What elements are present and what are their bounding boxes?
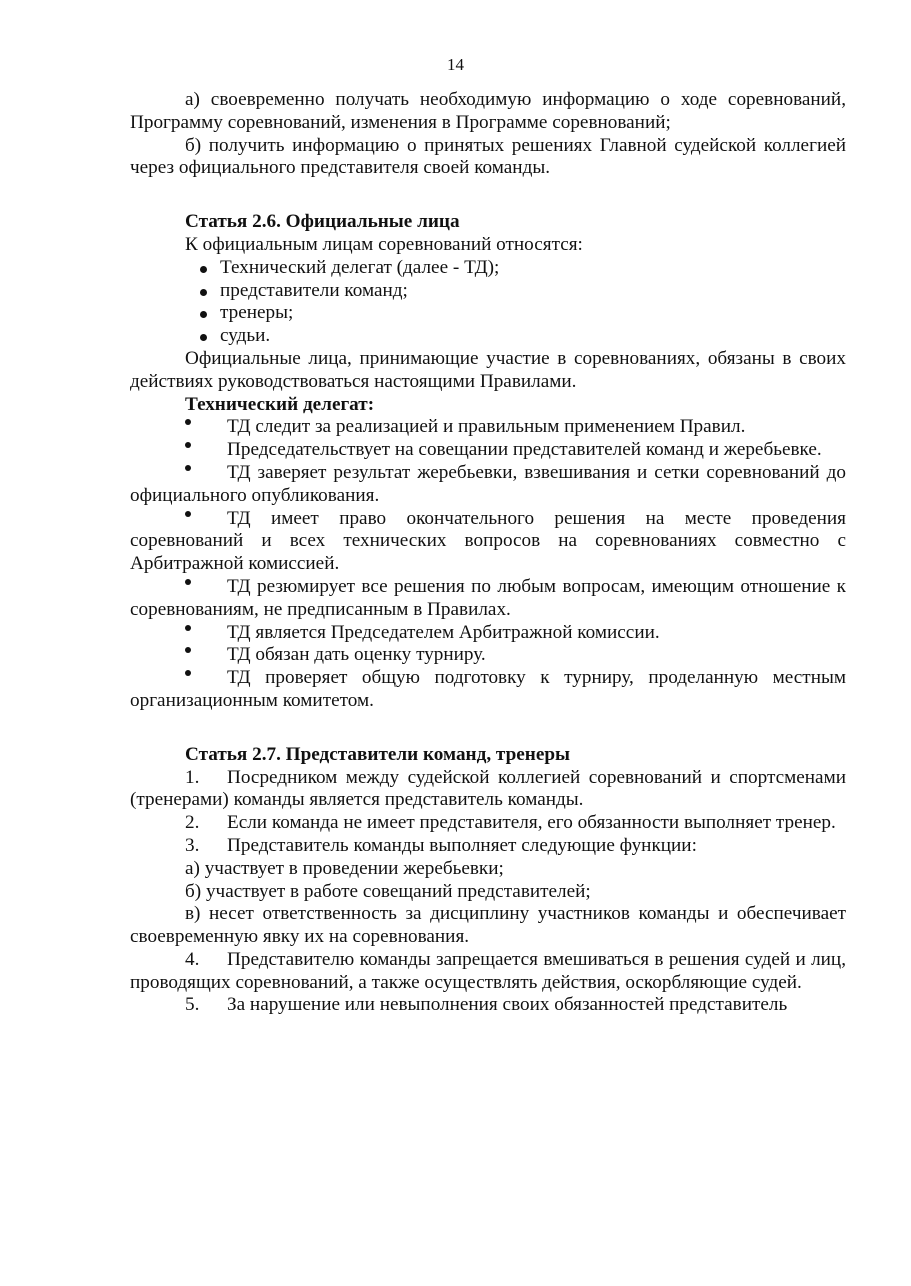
- numbered-item: [130, 835, 846, 858]
- item-number: 3.: [185, 834, 200, 856]
- spacer: [130, 713, 846, 744]
- spacer: [130, 180, 846, 211]
- list-item: представители команд;: [130, 280, 846, 303]
- td-item-text: ТД проверяет общую подготовку к турниру, проделанную местным организационным комитетом.: [130, 667, 846, 711]
- article-2-7-heading: Статья 2.7. Представители команд, тренеры: [185, 743, 570, 765]
- item-number: 2.: [185, 812, 200, 834]
- numbered-item: [130, 994, 846, 1017]
- officials-lead: К официальным лицам соревнований относятся:: [185, 233, 583, 255]
- numbered-item: [130, 812, 846, 835]
- item-text: За нарушение или невыполнения своих обязанностей представитель: [227, 994, 788, 1016]
- article-2-6-heading: Статья 2.6. Официальные лица: [185, 211, 460, 233]
- numbered-item: [130, 767, 846, 813]
- td-item: [130, 439, 846, 462]
- td-item-text: ТД заверяет результат жеребьевки, взвешивания и сетки соревнований до официального опубликования.: [130, 461, 846, 506]
- item-text: Представитель команды выполняет следующие функции:: [227, 834, 697, 856]
- td-item-text: ТД резюмирует все решения по любым вопросам, имеющим отношение к соревнованиям, не предписанным в Правилах.: [130, 575, 846, 620]
- intro-item-a: а) своевременно получать необходимую информацию о ходе соревнований, Программу соревнований, изменения в Программе соревнований;: [130, 89, 846, 133]
- officials-list: [130, 257, 846, 348]
- td-item: [130, 508, 846, 576]
- item-number: 5.: [185, 994, 200, 1016]
- intro-item-b: б) получить информацию о принятых решениях Главной судейской коллегией через официального представителя своей команды.: [130, 134, 846, 179]
- item-number: 4.: [185, 948, 200, 970]
- td-heading: Технический делегат:: [185, 393, 375, 415]
- officials-paragraph: Официальные лица, принимающие участие в соревнованиях, обязаны в своих действиях руководствоваться настоящими Правилами.: [130, 347, 846, 392]
- td-item: [130, 644, 846, 667]
- page-number: 14: [447, 55, 464, 74]
- td-item-text: Председательствует на совещании представителей команд и жеребьевке.: [227, 439, 822, 461]
- page-content: [130, 89, 846, 1017]
- td-item-text: ТД обязан дать оценку турниру.: [227, 644, 486, 666]
- item-text: Если команда не имеет представителя, его обязанности выполняет тренер.: [227, 812, 836, 834]
- item-number: 1.: [185, 766, 200, 788]
- item-text: Представителю команды запрещается вмешиваться в решения судей и лиц, проводящих соревнований, а также осуществлять действия, оскорбляющие судей.: [130, 948, 846, 993]
- sub-item-a: а) участвует в проведении жеребьевки;: [185, 857, 504, 879]
- td-item: [130, 576, 846, 622]
- td-item-text: ТД следит за реализацией и правильным применением Правил.: [227, 416, 746, 438]
- td-item: [130, 462, 846, 508]
- list-item: судьи.: [130, 325, 846, 348]
- numbered-item: [130, 949, 846, 995]
- list-item: Технический делегат (далее - ТД);: [130, 257, 846, 280]
- item-text: Посредником между судейской коллегией соревнований и спортсменами (тренерами) команды является представитель команды.: [130, 766, 846, 811]
- td-item: [130, 416, 846, 439]
- td-item-text: ТД имеет право окончательного решения на месте проведения соревнований и всех технических вопросов на соревнованиях совместно с Арбитражной комиссией.: [130, 507, 846, 575]
- sub-item-b: б) участвует в работе совещаний представителей;: [185, 880, 591, 902]
- list-item: тренеры;: [130, 302, 846, 325]
- td-item-text: ТД является Председателем Арбитражной комиссии.: [227, 621, 660, 643]
- td-item: [130, 667, 846, 713]
- td-item: [130, 622, 846, 645]
- sub-item-c: в) несет ответственность за дисциплину участников команды и обеспечивает своевременную явку их на соревнования.: [130, 903, 846, 948]
